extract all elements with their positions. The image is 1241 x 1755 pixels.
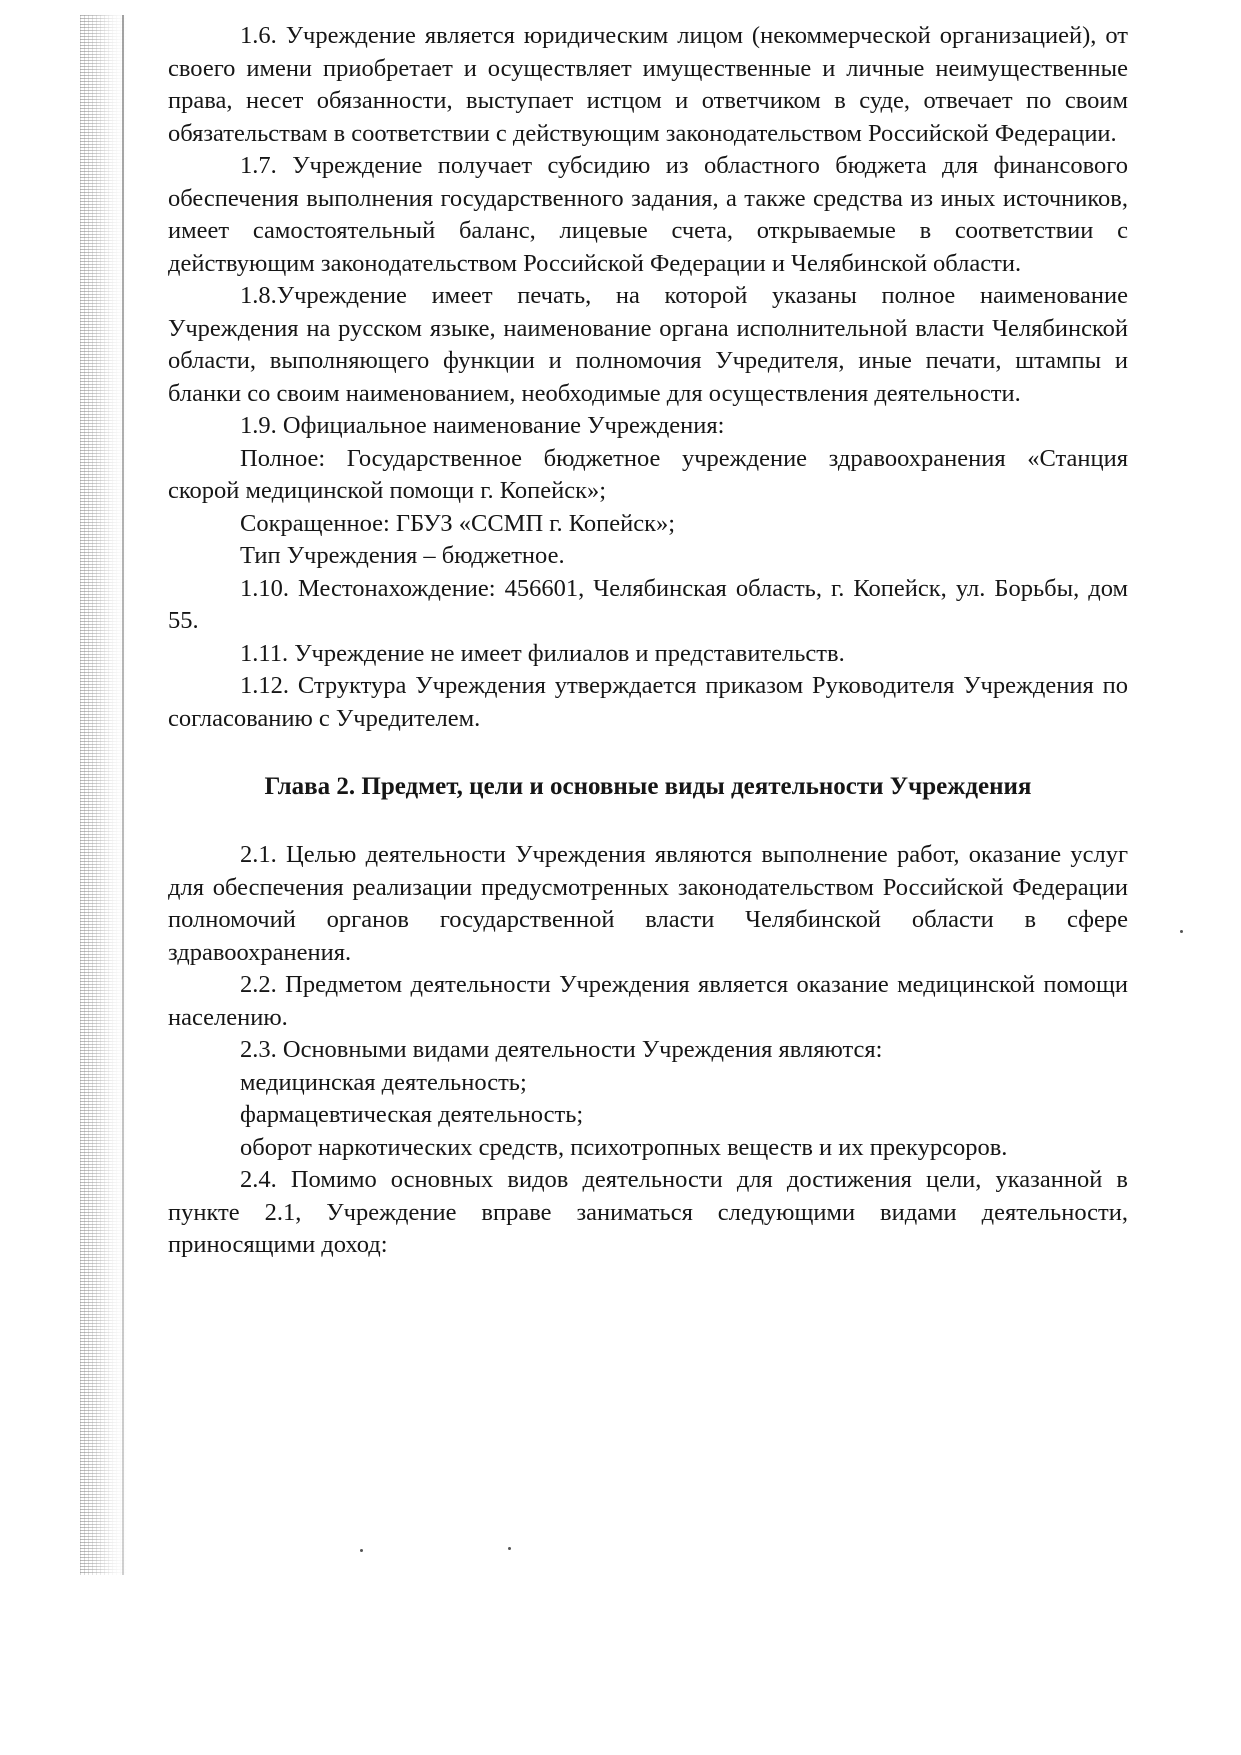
clause-1-8: 1.8.Учреждение имеет печать, на которой указаны полное наименование Учреждения на русском языке, наименование органа исполнительной власти Челябинской области, выполняющего функции и полномочия Учредителя, иные печати, штампы и бланки со своим наименованием, необходимые для осуществления деятельности. bbox=[168, 282, 1128, 407]
institution-type: Тип Учреждения – бюджетное. bbox=[240, 542, 565, 569]
clause-1-7: 1.7. Учреждение получает субсидию из областного бюджета для финансового обеспечения выполнения государственного задания, а также средства из иных источников, имеет самостоятельный баланс, лицевые счета, открываемые в соответствии с действующим законодательством Российской Федерации и Челябинской области. bbox=[168, 152, 1128, 277]
scan-speck bbox=[360, 1549, 363, 1552]
clause-2-4: 2.4. Помимо основных видов деятельности для достижения цели, указанной в пункте 2.1, Учреждение вправе заниматься следующими видами деятельности, приносящими доход: bbox=[168, 1166, 1128, 1258]
clause-2-2: 2.2. Предметом деятельности Учреждения является оказание медицинской помощи населению. bbox=[168, 971, 1128, 1031]
clause-1-10: 1.10. Местонахождение: 456601, Челябинская область, г. Копейск, ул. Борьбы, дом 55. bbox=[168, 574, 1128, 634]
full-name: Полное: Государственное бюджетное учреждение здравоохранения «Станция скорой медицинской помощи г. Копейск»; bbox=[168, 444, 1128, 504]
clause-2-1: 2.1. Целью деятельности Учреждения являются выполнение работ, оказание услуг для обеспечения реализации предусмотренных законодательством Российской Федерации полномочий органов государственной власти Челябинской области в сфере здравоохранения. bbox=[168, 841, 1128, 966]
activity-pharmaceutical: фармацевтическая деятельность; bbox=[240, 1101, 584, 1128]
scan-binding-edge bbox=[80, 15, 128, 1575]
chapter-2-heading: Глава 2. Предмет, цели и основные виды деятельности Учреждения bbox=[264, 773, 1032, 800]
short-name: Сокращенное: ГБУЗ «ССМП г. Копейск»; bbox=[240, 509, 676, 537]
scan-binding-line bbox=[122, 15, 124, 1575]
clause-1-9: 1.9. Официальное наименование Учреждения: bbox=[240, 412, 725, 439]
scan-speck bbox=[508, 1547, 511, 1550]
activity-medical: медицинская деятельность; bbox=[240, 1068, 527, 1096]
document-page bbox=[168, 20, 1128, 1262]
clause-1-6: 1.6. Учреждение является юридическим лицом (некоммерческой организацией), от своего имени приобретает и осуществляет имущественные и личные неимущественные права, несет обязанности, выступает истцом и ответчиком в суде, отвечает по своим обязательствам в соответствии с действующим законодательством Российской Федерации. bbox=[168, 22, 1128, 147]
scan-speck bbox=[1180, 930, 1183, 933]
clause-2-3: 2.3. Основными видами деятельности Учреждения являются: bbox=[240, 1036, 883, 1063]
clause-1-12: 1.12. Структура Учреждения утверждается приказом Руководителя Учреждения по согласованию с Учредителем. bbox=[168, 672, 1128, 732]
activity-narcotics: оборот наркотических средств, психотропных веществ и их прекурсоров. bbox=[240, 1133, 1008, 1161]
clause-1-11: 1.11. Учреждение не имеет филиалов и представительств. bbox=[240, 639, 845, 667]
